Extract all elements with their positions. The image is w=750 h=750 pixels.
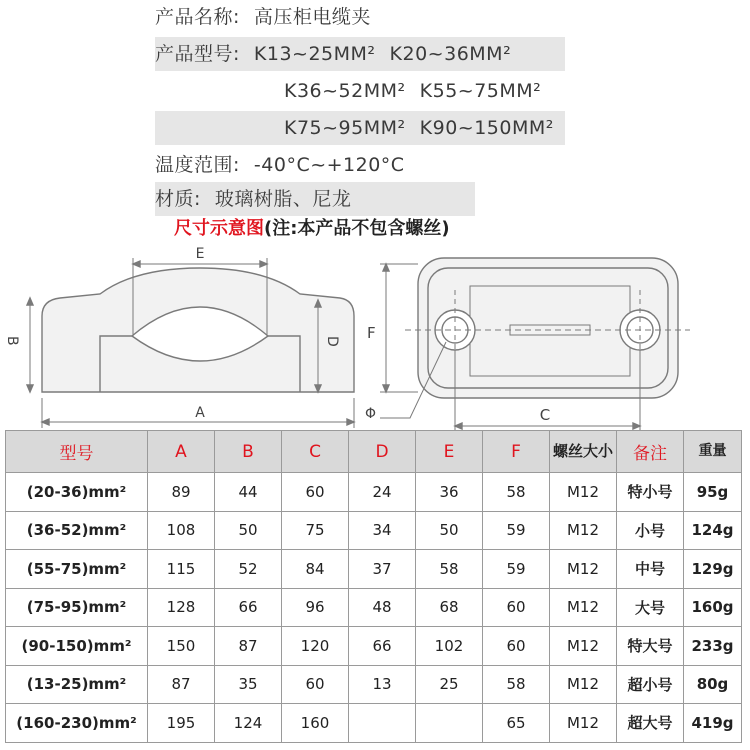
header-f: F [483,431,550,473]
row-model: (90-150)mm² [6,627,148,666]
dimension-table [5,430,742,743]
row-f: 59 [483,550,550,589]
row-f: 59 [483,511,550,550]
row-a: 150 [148,627,215,666]
spec-model-5: K75~95MM² [284,117,406,139]
row-e: 36 [416,473,483,512]
row-c: 120 [282,627,349,666]
header-b: B [215,431,282,473]
spec-model-2: K20~36MM² [389,43,512,65]
row-model: (160-230)mm² [6,704,148,743]
row-f: 60 [483,627,550,666]
row-weight: 419g [684,704,742,743]
header-weight: 重量 [684,431,742,473]
row-e: 50 [416,511,483,550]
header-e: E [416,431,483,473]
row-screw: M12 [550,473,617,512]
row-note: 超小号 [617,665,684,704]
row-screw: M12 [550,550,617,589]
table-row [6,473,742,512]
spec-model-1: K13~25MM² [253,43,376,65]
row-note: 中号 [617,550,684,589]
spec-temp-label: 温度范围: [155,154,240,176]
row-f: 65 [483,704,550,743]
row-model: (55-75)mm² [6,550,148,589]
row-a: 128 [148,588,215,627]
row-note: 特小号 [617,473,684,512]
row-a: 108 [148,511,215,550]
row-model: (36-52)mm² [6,511,148,550]
row-f: 58 [483,473,550,512]
row-a: 115 [148,550,215,589]
table-row [6,704,742,743]
spec-name-label: 产品名称: [155,6,240,28]
row-d: 66 [349,627,416,666]
top-view [380,258,690,430]
row-b: 66 [215,588,282,627]
header-a: A [148,431,215,473]
row-a: 87 [148,665,215,704]
row-weight: 233g [684,627,742,666]
row-weight: 129g [684,550,742,589]
row-c: 160 [282,704,349,743]
row-note: 小号 [617,511,684,550]
spec-model-6: K90~150MM² [419,117,554,139]
row-c: 60 [282,665,349,704]
spec-material-value: 玻璃树脂、尼龙 [214,188,352,210]
header-model: 型号 [6,431,148,473]
front-view [27,258,354,428]
row-note: 大号 [617,588,684,627]
row-a: 195 [148,704,215,743]
row-screw: M12 [550,627,617,666]
row-c: 96 [282,588,349,627]
row-b: 35 [215,665,282,704]
row-d: 48 [349,588,416,627]
row-e: 102 [416,627,483,666]
row-a: 89 [148,473,215,512]
spec-model-label: 产品型号: [155,43,240,65]
table-header-row [6,431,742,473]
row-c: 75 [282,511,349,550]
row-model: (20-36)mm² [6,473,148,512]
row-note: 超大号 [617,704,684,743]
header-c: C [282,431,349,473]
row-b: 87 [215,627,282,666]
table-row [6,665,742,704]
row-d: 13 [349,665,416,704]
row-b: 124 [215,704,282,743]
row-d: 24 [349,473,416,512]
table-row [6,627,742,666]
label-b: B [4,336,20,346]
label-c: C [539,406,551,424]
table-row [6,511,742,550]
label-e: E [195,246,205,262]
header-note: 备注 [617,431,684,473]
row-c: 60 [282,473,349,512]
row-screw: M12 [550,665,617,704]
row-d: 34 [349,511,416,550]
row-screw: M12 [550,511,617,550]
row-screw: M12 [550,704,617,743]
table-row [6,550,742,589]
row-f: 58 [483,665,550,704]
row-weight: 80g [684,665,742,704]
row-b: 44 [215,473,282,512]
row-model: (75-95)mm² [6,588,148,627]
row-d [349,704,416,743]
spec-material-label: 材质: [155,188,201,210]
row-c: 84 [282,550,349,589]
row-e: 58 [416,550,483,589]
label-a: A [195,405,205,421]
row-weight: 95g [684,473,742,512]
spec-model-3: K36~52MM² [284,80,406,102]
row-b: 50 [215,511,282,550]
row-e [416,704,483,743]
row-note: 特大号 [617,627,684,666]
spec-name-value: 高压柜电缆夹 [253,6,371,28]
diagram-note: (注:本产品不包含螺丝) [264,218,450,239]
diagram-title: 尺寸示意图 [174,218,264,239]
spec-temp-value: -40°C~+120°C [253,154,405,176]
row-weight: 124g [684,511,742,550]
row-screw: M12 [550,588,617,627]
row-e: 25 [416,665,483,704]
table-row [6,588,742,627]
row-e: 68 [416,588,483,627]
row-b: 52 [215,550,282,589]
label-phi: Φ [365,406,377,422]
row-model: (13-25)mm² [6,665,148,704]
row-f: 60 [483,588,550,627]
spec-model-4: K55~75MM² [419,80,542,102]
header-d: D [349,431,416,473]
row-weight: 160g [684,588,742,627]
label-d: D [324,336,340,347]
header-screw: 螺丝大小 [550,431,617,473]
label-f: F [367,324,376,342]
row-d: 37 [349,550,416,589]
